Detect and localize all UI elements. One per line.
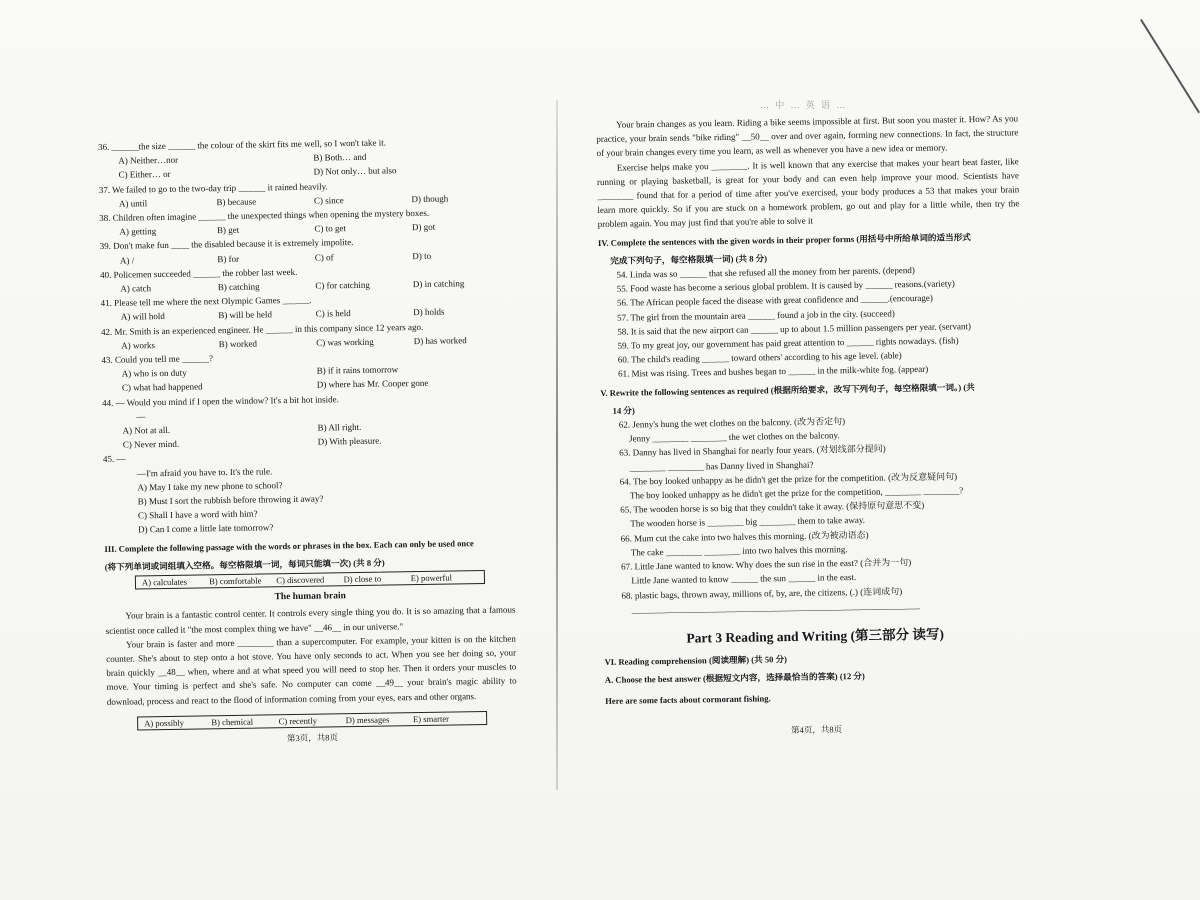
option-d: D) Can I come a little late tomorrow? bbox=[138, 522, 274, 535]
rewrite-answer-line: The boy looked unhappy as he didn't get the prize for the competition, ________ ________? bbox=[629, 485, 964, 501]
word-option: D) close to bbox=[343, 573, 382, 585]
option-a: A) / bbox=[119, 255, 135, 266]
question-44 bbox=[102, 389, 513, 452]
passage-title: The human brain bbox=[274, 591, 346, 603]
rewrite-question: 68. plastic bags, thrown away, millions of, by, are, the citizens, (.) (连词成句) bbox=[621, 585, 903, 601]
word-option: C) discovered bbox=[276, 574, 325, 586]
rewrite-answer-line: The cake ________ ________ into two halves this morning. bbox=[630, 543, 848, 558]
word-option: C) recently bbox=[278, 715, 318, 726]
rewrite-question: 64. The boy looked unhappy as he didn't get the prize for the competition. (改为反意疑问句) bbox=[619, 471, 958, 487]
fill-in-sentence: 56. The African people faced the disease with great confidence and ______.(encourage) bbox=[616, 293, 933, 309]
rewrite-answer-line: Jenny ________ ________ the wet clothes on the balcony. bbox=[628, 430, 840, 444]
option-c: C) Either… or bbox=[118, 169, 171, 181]
option-b: B) worked bbox=[218, 338, 258, 349]
word-box-1 bbox=[135, 570, 485, 589]
rewrite-question: 66. Mum cut the cake into two halves this morning. (改为被动语态) bbox=[620, 529, 869, 544]
option-b: B) Both… and bbox=[313, 151, 367, 163]
section-4-title: IV. Complete the sentences with the given words in their proper forms (用括号中所给单词的适当形式 bbox=[597, 231, 971, 248]
question-stem: 45. — bbox=[102, 454, 126, 465]
option-d: D) has worked bbox=[413, 335, 467, 346]
option-b: B) because bbox=[216, 196, 257, 207]
question-stem: 40. Policemen succeeded ______ the robber last week. bbox=[100, 266, 298, 280]
left-page bbox=[98, 134, 517, 748]
fill-in-sentence: 57. The girl from the mountain area ______ found a job in the city. (succeed) bbox=[617, 307, 895, 323]
word-option: B) comfortable bbox=[209, 575, 262, 587]
option-b: B) catching bbox=[217, 281, 260, 293]
section-4-list bbox=[598, 261, 1022, 381]
right-page bbox=[596, 111, 1028, 739]
fill-in-sentence: 59. To my great joy, our government has paid great attention to ______ rights nowadays. (fish) bbox=[617, 335, 959, 351]
option-c: C) what had happened bbox=[121, 381, 203, 394]
rewrite-answer-line: ________ ________ has Danny lived in Shanghai? bbox=[629, 459, 814, 473]
option-a: A) who is on duty bbox=[121, 367, 187, 379]
rewrite-answer-line: Little Jane wanted to know ______ the sun ______ in the east. bbox=[631, 572, 857, 586]
rewrite-question: 63. Danny has lived in Shanghai for nearly four years. (对划线部分提问) bbox=[619, 443, 886, 459]
option-d: D) Not only… but also bbox=[313, 165, 397, 178]
option-b: B) for bbox=[217, 253, 240, 264]
option-d: D) With pleasure. bbox=[317, 435, 382, 447]
section-6-intro: Here are some facts about cormorant fishing. bbox=[605, 692, 771, 706]
option-d: D) to bbox=[412, 250, 432, 261]
word-option: B) chemical bbox=[211, 716, 254, 728]
option-c: C) to get bbox=[314, 223, 346, 234]
question-stem: 37. We failed to go to the two-day trip ______ it rained heavily. bbox=[98, 181, 328, 195]
rewrite-question: 67. Little Jane wanted to know. Why does the sun rise in the east? (合并为一句) bbox=[620, 557, 912, 572]
option-b: B) Must I sort the rubbish before throwing it away? bbox=[137, 493, 324, 507]
fill-in-sentence: 54. Linda was so ______ that she refused all the money from her parents. (depend) bbox=[616, 265, 915, 280]
question-stem: 42. Mr. Smith is an experienced engineer. He ______ in this company since 12 years ago. bbox=[100, 321, 424, 337]
option-b: B) if it rains tomorrow bbox=[316, 364, 399, 376]
question-45 bbox=[103, 446, 514, 538]
option-a: A) works bbox=[121, 339, 156, 351]
option-d: D) though bbox=[411, 193, 449, 204]
rewrite-answer-line: ________________________________________________________________ bbox=[631, 599, 920, 615]
option-d: D) in catching bbox=[412, 278, 465, 290]
section-5-subtitle: 14 分) bbox=[612, 405, 635, 416]
word-option: D) messages bbox=[345, 714, 390, 725]
section-5-list bbox=[601, 411, 1026, 616]
passage-paragraph-4: Exercise helps make you ________. It is well known that any exercise that makes your heart beat faster, like running or playing basketball, is great for your body and can even help improve your mood. Scientists have ________ found that for a period of time after you've exercised, your body produces a 53 that makes your brain learn more quickly. So if you are stuck on a homework problem, go out and play for a little while, then try the problem again. You may just find that you're able to solve it bbox=[596, 155, 1020, 230]
question-stem: 38. Children often imagine ______ the unexpected things when opening the mystery boxes. bbox=[99, 207, 430, 224]
passage-paragraph-1: Your brain is a fantastic control center. It controls every single thing you do. It is so amazing that a famous scientist once called it "the most complex thing we have" __46__ in our universe." bbox=[105, 604, 516, 636]
option-c: C) of bbox=[314, 251, 334, 263]
option-a: A) May I take my new phone to school? bbox=[137, 480, 283, 493]
option-c: C) is held bbox=[315, 308, 351, 320]
option-a: A) Neither…nor bbox=[118, 154, 179, 166]
section-6-title: VI. Reading comprehension (阅读理解) (共 50 分) bbox=[604, 654, 788, 668]
option-c: C) was working bbox=[316, 336, 374, 348]
option-c: C) Shall I have a word with him? bbox=[137, 508, 258, 521]
passage-paragraph-2: Your brain is faster and more ________ than a supercomputer. For example, your kitten is on the kitchen counter. She's about to step onto a hot stove. You have only seconds to act. When you see her doing so, your brain quickly __48__ when, where and at what speed you will need to stop her. Then it orders your muscles to move. Your timing is perfect and she's safe. No computer can come __49__ your brain's magic ability to download, process and react to the flood of information coming from your eyes, ears and other organs. bbox=[106, 633, 517, 707]
faded-header: … 中 … 英 语 … bbox=[760, 100, 848, 110]
rewrite-answer-line: The wooden horse is ________ big ________ them to take away. bbox=[630, 515, 866, 529]
option-a: A) until bbox=[118, 198, 148, 209]
option-a: A) will hold bbox=[120, 311, 165, 323]
option-a: A) Not at all. bbox=[122, 424, 171, 436]
question-stem: 36. ______the size ______ the colour of the skirt fits me well, so I won't take it. bbox=[98, 137, 386, 152]
page-footer: 第4页，共8页 bbox=[791, 723, 843, 735]
section-3-subtitle: (将下列单词或词组填入空格。每空格限填一词，每词只能填一次) (共 8 分) bbox=[104, 557, 385, 572]
option-d: D) got bbox=[411, 221, 436, 233]
passage-paragraph-3: Your brain changes as you learn. Riding a bike seems impossible at first. But soon you master it. How? As you practice, your brain sends "bike riding" __50__ over and over again, forming new connections. In fact, the structure of your brain changes every time you learn, as well as whenever you have a new idea or memory. bbox=[596, 113, 1019, 159]
option-c: C) since bbox=[313, 194, 344, 206]
word-box-2 bbox=[137, 711, 487, 730]
dialog-reply: —I'm afraid you have to. It's the rule. bbox=[137, 465, 273, 479]
option-c: C) Never mind. bbox=[122, 439, 180, 450]
section-6-subtitle: A. Choose the best answer (根据短文内容，选择最恰当的答案) (12 分) bbox=[604, 671, 865, 686]
option-d: D) holds bbox=[413, 307, 445, 318]
fill-in-sentence: 58. It is said that the new airport can ______ up to about 1.5 million passengers per year. (servant) bbox=[617, 320, 972, 337]
multiple-choice-list bbox=[98, 134, 512, 396]
question-item bbox=[101, 347, 512, 396]
fill-in-sentence: 60. The child's reading ______ toward others' according to his age level. (able) bbox=[617, 350, 902, 365]
rewrite-question: 62. Jenny's hung the wet clothes on the balcony. (改为否定句) bbox=[618, 416, 846, 430]
section-4-subtitle: 完成下列句子，每空格限填一词) (共 8 分) bbox=[610, 253, 768, 266]
question-item bbox=[98, 134, 509, 183]
page-footer: 第3页，共8页 bbox=[286, 732, 338, 743]
option-b: B) will be held bbox=[218, 309, 273, 321]
question-stem: 44. — Would you mind if I open the window? It's a bit hot inside. bbox=[102, 393, 339, 408]
word-option: A) calculates bbox=[141, 576, 188, 588]
section-5-title: V. Rewrite the following sentences as required (根据所给要求，改写下列句子，每空格限填一词。) (共 bbox=[600, 381, 975, 398]
rewrite-question: 65. The wooden horse is so big that they couldn't take it away. (保持原句意思不变) bbox=[620, 500, 925, 515]
option-d: D) where has Mr. Cooper gone bbox=[316, 378, 429, 391]
fill-in-sentence: 55. Food waste has become a serious global problem. It is caused by ______ reasons.(variety) bbox=[616, 278, 955, 294]
option-a: A) catch bbox=[120, 283, 152, 294]
word-option: A) possibly bbox=[144, 717, 185, 729]
option-b: B) get bbox=[216, 225, 240, 236]
page-fold-crease bbox=[556, 100, 558, 790]
word-option: E) smarter bbox=[412, 713, 450, 724]
word-option: E) powerful bbox=[410, 572, 453, 584]
question-stem: 39. Don't make fun ____ the disabled because it is extremely impolite. bbox=[99, 237, 354, 252]
fill-in-sentence: 61. Mist was rising. Trees and bushes began to ______ in the milk-white fog. (appear) bbox=[617, 364, 929, 380]
part-3-title: Part 3 Reading and Writing (第三部分 读写) bbox=[686, 626, 945, 646]
option-c: C) for catching bbox=[315, 279, 370, 291]
option-b: B) All right. bbox=[317, 421, 362, 433]
dialog-reply: — bbox=[136, 411, 146, 422]
option-a: A) getting bbox=[119, 226, 157, 237]
question-stem: 41. Please tell me where the next Olympic Games ______. bbox=[100, 294, 312, 309]
section-3-title: III. Complete the following passage with the words or phrases in the box. Each can only be used once bbox=[104, 537, 474, 554]
question-stem: 43. Could you tell me ______? bbox=[101, 353, 214, 366]
